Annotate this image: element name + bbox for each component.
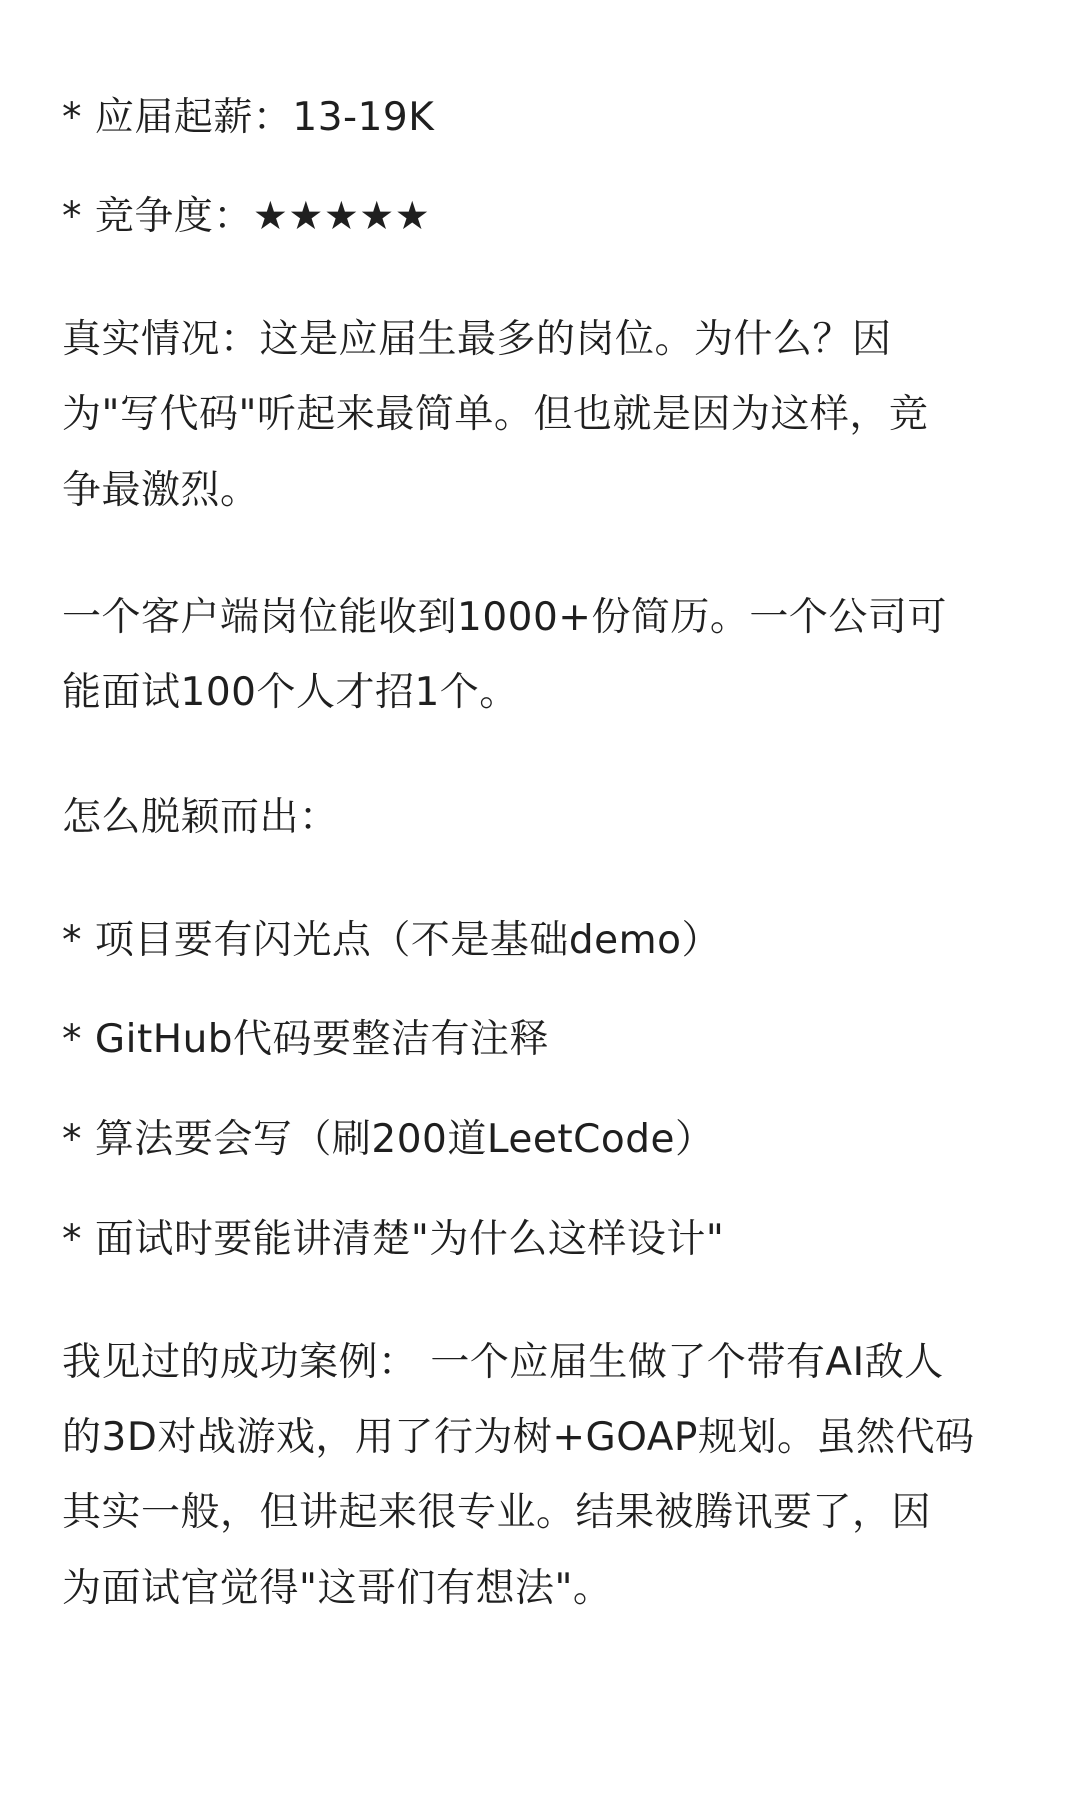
resume-stat-line-2: 能面试100个人才招1个。 [62,670,519,715]
tip-item: * 算法要会写（刷200道LeetCode） [62,1117,715,1162]
tip-item: * GitHub代码要整洁有注释 [62,1017,550,1062]
reality-paragraph-line-2: 为"写代码"听起来最简单。但也就是因为这样，竞 [62,392,929,437]
success-case-line-3: 其实一般，但讲起来很专业。结果被腾讯要了，因 [62,1490,932,1535]
reality-paragraph-line-3: 争最激烈。 [62,468,260,513]
success-case-line-4: 为面试官觉得"这哥们有想法"。 [62,1566,613,1611]
tip-item: * 面试时要能讲清楚"为什么这样设计" [62,1217,725,1262]
competition-bullet: * 竞争度：★★★★★ [62,194,431,239]
reality-paragraph-line-1: 真实情况：这是应届生最多的岗位。为什么？因 [62,317,892,362]
tip-item: * 项目要有闪光点（不是基础demo） [62,918,721,963]
resume-stat-line-1: 一个客户端岗位能收到1000+份简历。一个公司可 [62,595,947,640]
standout-heading: 怎么脱颖而出： [62,795,339,840]
success-case-line-2: 的3D对战游戏，用了行为树+GOAP规划。虽然代码 [62,1415,975,1460]
salary-bullet: * 应届起薪：13-19K [62,95,435,140]
success-case-line-1: 我见过的成功案例： 一个应届生做了个带有AI敌人 [62,1340,944,1385]
